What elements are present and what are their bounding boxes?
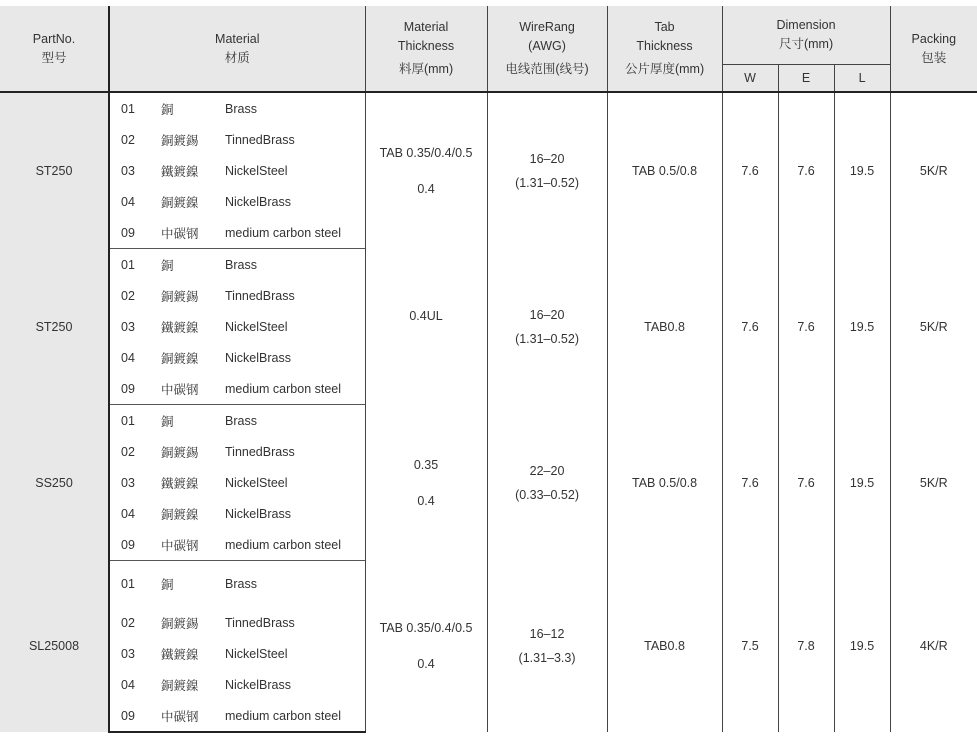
wire-range-awg: 16–12 (529, 627, 565, 642)
header-thickness-cn: 料厚(mm) (398, 61, 454, 76)
dimension-l-cell: 19.5 (834, 405, 890, 561)
material-name-cn: 銅鍍錫 (161, 616, 199, 631)
header-dim-e: E (778, 65, 834, 93)
material-name-cn: 銅鍍錫 (161, 445, 199, 460)
material-code: 02 (121, 615, 135, 630)
material-name-cn: 銅鍍鎳 (161, 678, 199, 693)
material-name-en: medium carbon steel (215, 217, 365, 249)
header-wire-en2: (AWG) (528, 39, 566, 54)
material-code: 01 (121, 413, 135, 428)
wire-range-mm: (1.31–0.52) (515, 331, 579, 346)
material-thickness-primary: 0.35 (413, 457, 439, 472)
material-name-cn: 中碳钢 (149, 217, 215, 249)
material-code: 02 (121, 444, 135, 459)
material-name-cn: 銅 (161, 414, 174, 429)
material-name-en: NickelBrass (225, 194, 291, 209)
wire-range-awg: 16–20 (529, 307, 565, 322)
material-name-cn: 鐵鍍鎳 (161, 647, 199, 662)
material-name-en: medium carbon steel (215, 529, 365, 561)
tab-thickness-cell: TAB0.8 (607, 249, 722, 405)
spec-table (0, 6, 977, 733)
tab-thickness-cell: TAB0.8 (607, 561, 722, 733)
material-name-cn: 中碳钢 (149, 700, 215, 732)
part-number-cell: ST250 (0, 249, 109, 405)
material-name-cn: 銅鍍鎳 (161, 507, 199, 522)
header-tab-en2: Thickness (636, 39, 693, 54)
material-name-en: NickelBrass (225, 677, 291, 692)
header-thickness-en2: Thickness (397, 39, 455, 54)
header-wire-range (487, 6, 607, 92)
material-name-cn: 銅 (161, 578, 174, 592)
material-code: 09 (109, 217, 149, 249)
material-name-en: TinnedBrass (225, 132, 295, 147)
material-name-cn: 銅鍍鎳 (161, 351, 199, 366)
dimension-e-cell: 7.6 (778, 92, 834, 249)
material-thickness-cell (365, 92, 487, 249)
dimension-e-cell: 7.8 (778, 561, 834, 733)
material-name-en: medium carbon steel (215, 373, 365, 405)
material-code: 01 (121, 101, 135, 116)
wire-range-awg: 22–20 (529, 463, 565, 478)
material-name-en: NickelSteel (225, 646, 288, 661)
material-name-en: Brass (225, 413, 257, 428)
header-dimension-en: Dimension (776, 18, 836, 33)
material-thickness-secondary: 0.4 (417, 493, 435, 508)
material-thickness-cell (365, 405, 487, 561)
material-code: 09 (109, 373, 149, 405)
packing-cell: 4K/R (890, 561, 977, 733)
dimension-w-cell: 7.5 (722, 561, 778, 733)
wire-range-mm: (1.31–3.3) (518, 651, 576, 666)
material-thickness-secondary: 0.4 (417, 657, 435, 672)
material-code: 03 (121, 163, 135, 178)
dimension-l-cell: 19.5 (834, 561, 890, 733)
material-thickness-primary: 0.4UL (409, 308, 443, 323)
material-name-en: NickelBrass (225, 350, 291, 365)
table-row (0, 405, 977, 437)
part-number-cell: ST250 (0, 92, 109, 249)
material-code: 04 (121, 350, 135, 365)
header-material (109, 6, 365, 92)
part-number-cell: SL25008 (0, 561, 109, 733)
material-thickness-primary: TAB 0.35/0.4/0.5 (379, 621, 473, 636)
header-packing-cn: 包装 (921, 50, 947, 65)
material-name-en: NickelBrass (225, 506, 291, 521)
header-tab-cn: 公片厚度(mm) (624, 61, 705, 76)
material-code: 01 (121, 257, 135, 272)
wire-range-awg: 16–20 (529, 151, 565, 166)
material-code: 02 (121, 288, 135, 303)
material-name-cn: 鐵鍍鎳 (161, 320, 199, 335)
wire-range-cell (487, 92, 607, 249)
material-thickness-cell (365, 561, 487, 733)
header-wire-cn: 电线范围(线号) (505, 61, 589, 76)
dimension-l-cell: 19.5 (834, 92, 890, 249)
header-tab-en1: Tab (654, 20, 675, 35)
wire-range-mm: (0.33–0.52) (515, 487, 579, 502)
material-name-cn: 鐵鍍鎳 (161, 164, 199, 179)
material-name-cn: 銅 (161, 258, 174, 273)
material-name-cn: 銅鍍錫 (161, 289, 199, 304)
header-dim-l: L (834, 65, 890, 93)
material-code: 03 (121, 646, 135, 661)
material-name-en: NickelSteel (225, 319, 288, 334)
dimension-w-cell: 7.6 (722, 405, 778, 561)
header-wire-en1: WireRang (519, 20, 575, 35)
header-material-cn: 材质 (224, 50, 250, 65)
header-material-en: Material (215, 31, 260, 46)
header-dimension-cn: 尺寸(mm) (778, 37, 834, 51)
header-packing (890, 6, 977, 92)
dimension-l-cell: 19.5 (834, 249, 890, 405)
header-packing-en: Packing (911, 31, 957, 46)
material-name-en: TinnedBrass (225, 444, 295, 459)
material-thickness-cell (365, 249, 487, 405)
table-header (0, 6, 977, 92)
material-name-en: medium carbon steel (215, 700, 365, 732)
table-row (0, 249, 977, 281)
material-code: 04 (121, 677, 135, 692)
material-name-cn: 中碳钢 (149, 373, 215, 405)
material-code: 03 (121, 475, 135, 490)
part-number-cell: SS250 (0, 405, 109, 561)
header-tab-thickness (607, 6, 722, 92)
dimension-w-cell: 7.6 (722, 92, 778, 249)
header-dimension (722, 6, 890, 65)
header-part-cn: 型号 (41, 50, 67, 65)
material-name-en: Brass (225, 257, 257, 272)
header-part-en: PartNo. (32, 31, 76, 46)
wire-range-mm: (1.31–0.52) (515, 175, 579, 190)
wire-range-cell (487, 249, 607, 405)
material-name-cn: 中碳钢 (149, 529, 215, 561)
material-name-en: Brass (225, 577, 257, 591)
material-code: 02 (121, 132, 135, 147)
material-code: 01 (121, 577, 135, 591)
header-thickness-en1: Material (403, 20, 449, 35)
tab-thickness-cell: TAB 0.5/0.8 (607, 92, 722, 249)
material-code: 03 (121, 319, 135, 334)
material-name-cn: 銅鍍鎳 (161, 195, 199, 210)
material-name-en: Brass (225, 101, 257, 116)
material-name-cn: 銅鍍錫 (161, 133, 199, 148)
material-code: 04 (121, 506, 135, 521)
header-thickness (365, 6, 487, 92)
material-thickness-secondary: 0.4 (417, 181, 435, 196)
dimension-e-cell: 7.6 (778, 249, 834, 405)
material-name-en: TinnedBrass (225, 288, 295, 303)
material-name-en: NickelSteel (225, 475, 288, 490)
table-row (0, 561, 977, 608)
wire-range-cell (487, 561, 607, 733)
material-thickness-primary: TAB 0.35/0.4/0.5 (379, 145, 473, 160)
material-name-en: NickelSteel (225, 163, 288, 178)
packing-cell: 5K/R (890, 405, 977, 561)
material-code: 09 (109, 529, 149, 561)
header-part-no (0, 6, 109, 92)
header-dim-w: W (722, 65, 778, 93)
tab-thickness-cell: TAB 0.5/0.8 (607, 405, 722, 561)
table-body (0, 92, 977, 732)
packing-cell: 5K/R (890, 92, 977, 249)
dimension-e-cell: 7.6 (778, 405, 834, 561)
material-name-en: TinnedBrass (225, 615, 295, 630)
material-code: 09 (109, 700, 149, 732)
material-name-cn: 銅 (161, 102, 174, 117)
wire-range-cell (487, 405, 607, 561)
dimension-w-cell: 7.6 (722, 249, 778, 405)
table-row (0, 92, 977, 124)
packing-cell: 5K/R (890, 249, 977, 405)
material-name-cn: 鐵鍍鎳 (161, 476, 199, 491)
material-code: 04 (121, 194, 135, 209)
